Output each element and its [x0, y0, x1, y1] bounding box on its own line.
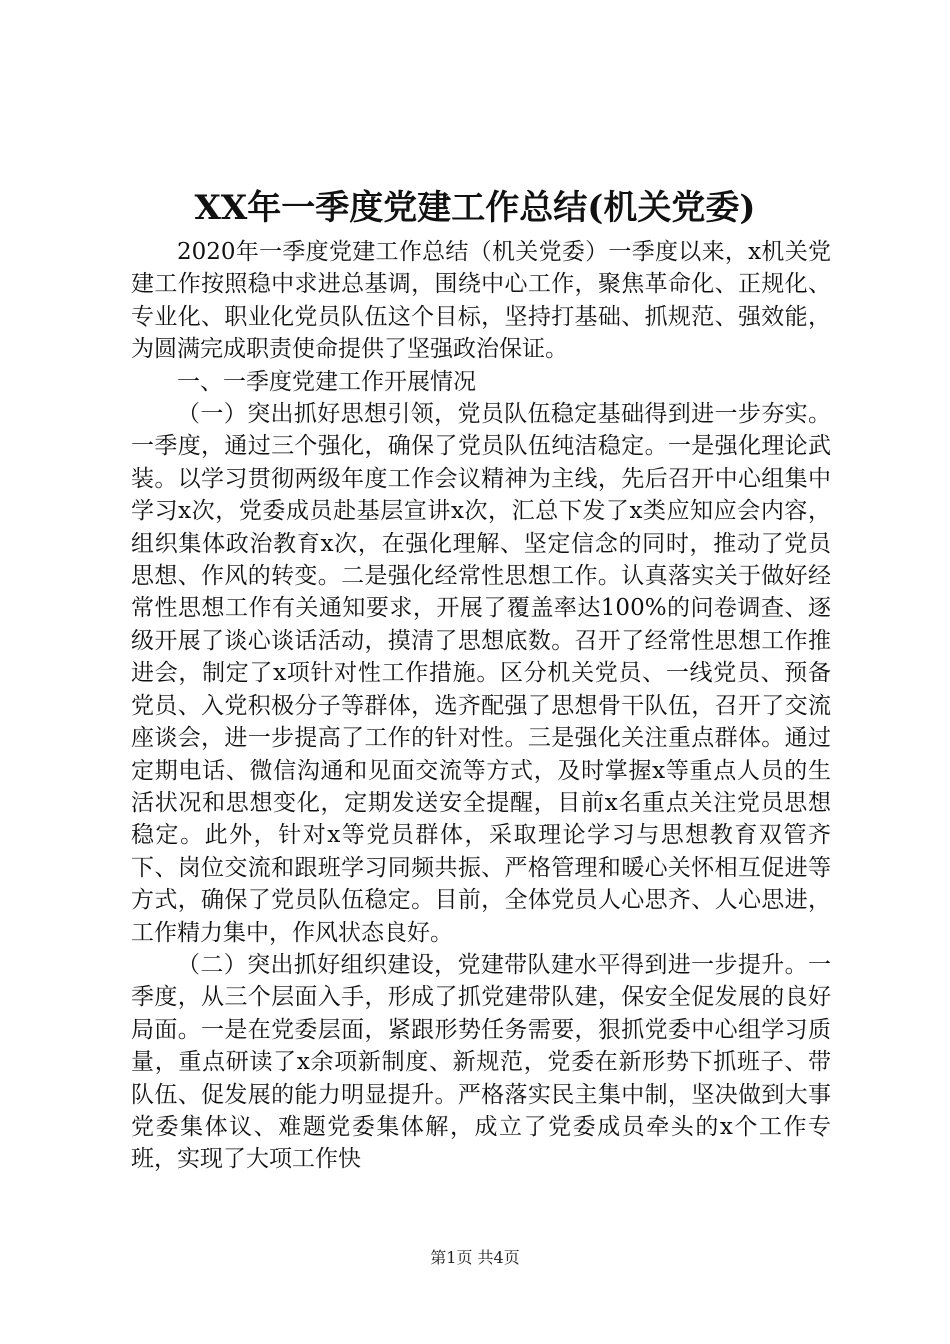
document-title: XX年一季度党建工作总结(机关党委)	[194, 188, 756, 228]
paragraph-section-2: （二）突出抓好组织建设，党建带队建水平得到进一步提升。一季度，从三个层面入手，形成了抓党建带队建，保安全促发展的良好局面。一是在党委层面，紧跟形势任务需要，狠抓党委中心组学习质量，重点研读了x余项新制度、新规范，党委在新形势下抓班子、带队伍、促发展的能力明显提升。严格落实民主集中制，坚决做到大事党委集体议、难题党委集体解，成立了党委成员牵头的x个工作专班，实现了大项工作快	[131, 951, 831, 1173]
paragraph-intro: 2020年一季度党建工作总结（机关党委）一季度以来，x机关党建工作按照稳中求进总基调，围绕中心工作，聚焦革命化、正规化、专业化、职业化党员队伍这个目标，坚持打基础、抓规范、强效能，为圆满完成职责使命提供了坚强政治保证。	[131, 239, 831, 363]
page-number: 第1页 共4页	[430, 1248, 520, 1267]
section-heading: 一、一季度党建工作开展情况	[177, 368, 476, 395]
document-body	[131, 236, 831, 1176]
paragraph-section-1: （一）突出抓好思想引领，党员队伍稳定基础得到进一步夯实。一季度，通过三个强化，确保了党员队伍纯洁稳定。一是强化理论武装。以学习贯彻两级年度工作会议精神为主线，先后召开中心组集中学习x次，党委成员赴基层宣讲x次，汇总下发了x类应知应会内容，组织集体政治教育x次，在强化理解、坚定信念的同时，推动了党员思想、作风的转变。二是强化经常性思想工作。认真落实关于做好经常性思想工作有关通知要求，开展了覆盖率达100%的问卷调查、逐级开展了谈心谈话活动，摸清了思想底数。召开了经常性思想工作推进会，制定了x项针对性工作措施。区分机关党员、一线党员、预备党员、入党积极分子等群体，选齐配强了思想骨干队伍，召开了交流座谈会，进一步提高了工作的针对性。三是强化关注重点群体。通过定期电话、微信沟通和见面交流等方式，及时掌握x等重点人员的生活状况和思想变化，定期发送安全提醒，目前x名重点关注党员思想稳定。此外，针对x等党员群体，采取理论学习与思想教育双管齐下、岗位交流和跟班学习同频共振、严格管理和暖心关怀相互促进等方式，确保了党员队伍稳定。目前，全体党员人心思齐、人心思进，工作精力集中，作风状态良好。	[131, 401, 831, 946]
